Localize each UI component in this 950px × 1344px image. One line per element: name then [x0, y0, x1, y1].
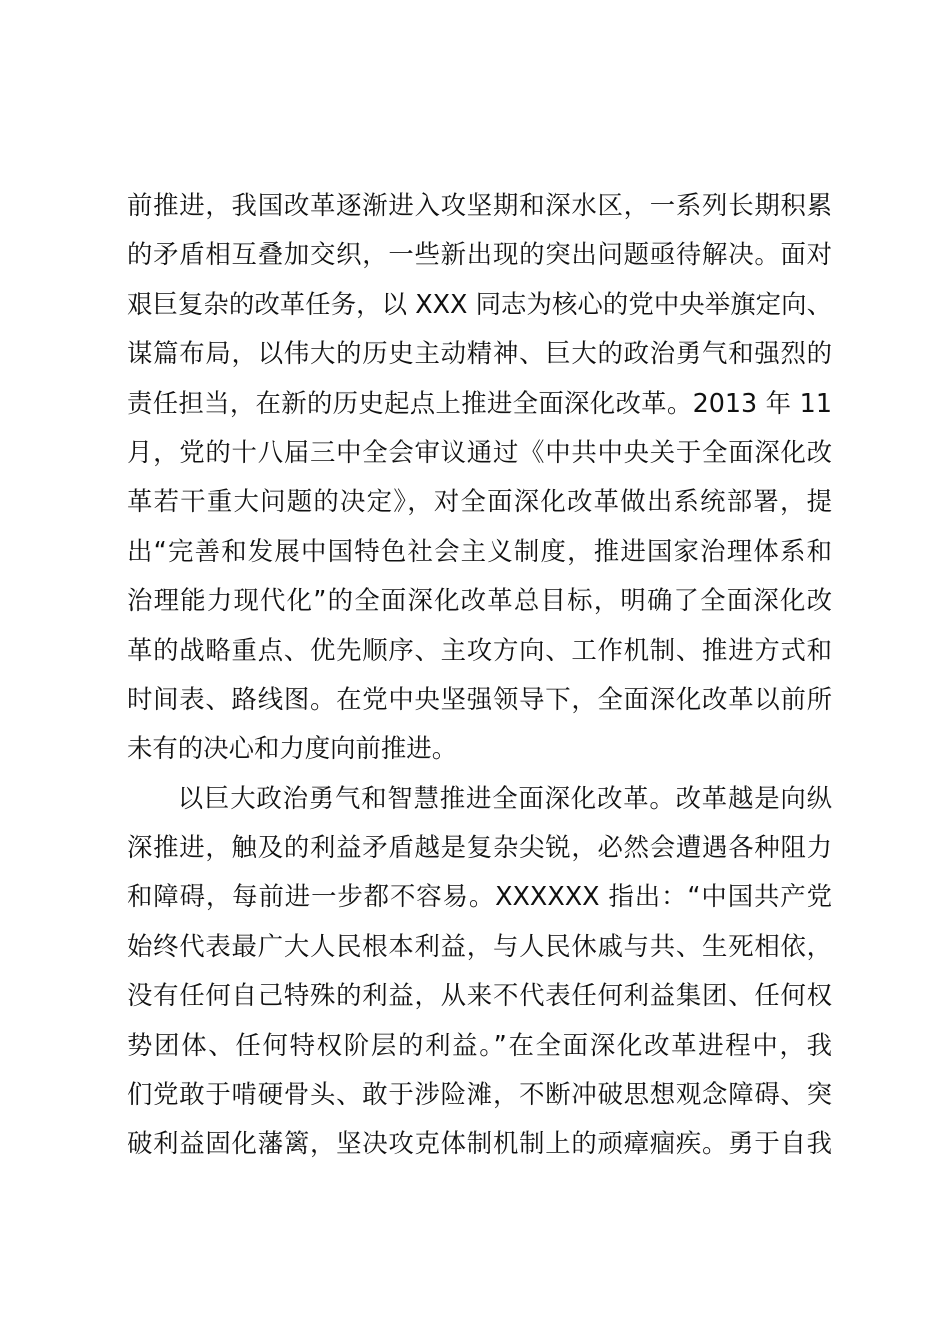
text-line: 革的战略重点、优先顺序、主攻方向、工作机制、推进方式和	[127, 634, 832, 665]
text-line: 责任担当，在新的历史起点上推进全面深化改革。2013 年 11	[127, 387, 832, 418]
paragraph-end-line: 未有的决心和力度向前推进。	[127, 733, 458, 764]
text-line: 时间表、路线图。在党中央坚强领导下，全面深化改革以前所	[127, 683, 832, 714]
text-line: 治理能力现代化”的全面深化改革总目标，明确了全面深化改	[127, 585, 832, 616]
text-line: 和障碍，每前进一步都不容易。XXXXXX 指出：“中国共产党	[127, 881, 832, 912]
text-line: 革若干重大问题的决定》，对全面深化改革做出系统部署，提	[127, 486, 832, 517]
text-line: 没有任何自己特殊的利益，从来不代表任何利益集团、任何权	[127, 980, 832, 1011]
text-line: 前推进，我国改革逐渐进入攻坚期和深水区，一系列长期积累	[127, 190, 832, 220]
text-line: 的矛盾相互叠加交织，一些新出现的突出问题亟待解决。面对	[127, 239, 832, 270]
body-text	[127, 181, 832, 1169]
text-line: 始终代表最广大人民根本利益，与人民休戚与共、生死相依，	[127, 930, 832, 961]
text-line: 们党敢于啃硬骨头、敢于涉险滩，不断冲破思想观念障碍、突	[127, 1079, 832, 1110]
text-line: 破利益固化藩篱，坚决攻克体制机制上的顽瘴痼疾。勇于自我	[127, 1128, 832, 1159]
text-line: 势团体、任何特权阶层的利益。”在全面深化改革进程中，我	[127, 1029, 832, 1060]
text-line: 月，党的十八届三中全会审议通过《中共中央关于全面深化改	[127, 436, 832, 467]
text-line: 艰巨复杂的改革任务，以 XXX 同志为核心的党中央举旗定向、	[127, 288, 832, 319]
text-line: 出“完善和发展中国特色社会主义制度，推进国家治理体系和	[127, 535, 832, 566]
paragraph-start-line: 以巨大政治勇气和智慧推进全面深化改革。改革越是向纵	[177, 782, 832, 813]
text-line: 深推进，触及的利益矛盾越是复杂尖锐，必然会遭遇各种阻力	[127, 832, 832, 863]
text-line: 谋篇布局，以伟大的历史主动精神、巨大的政治勇气和强烈的	[127, 338, 832, 369]
